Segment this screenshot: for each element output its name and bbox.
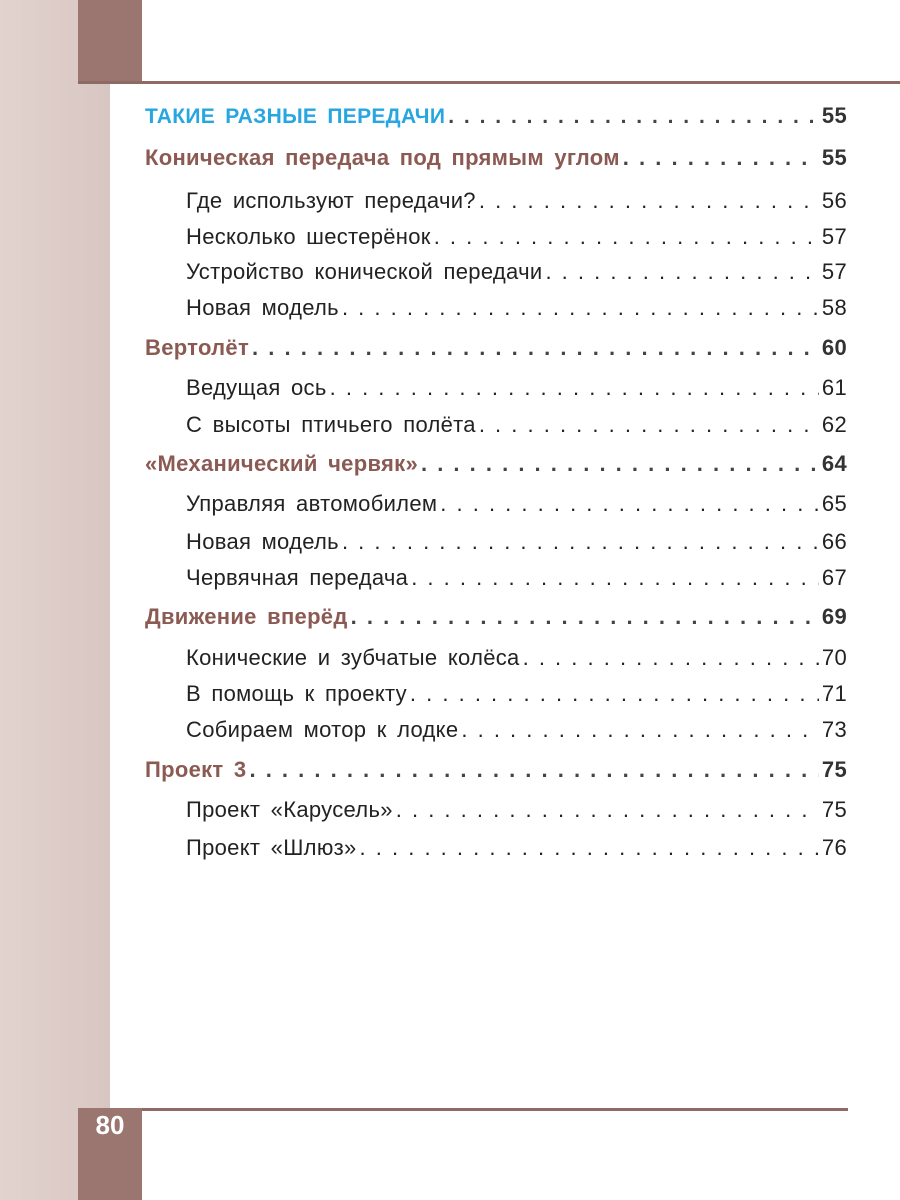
footer-rule bbox=[78, 1108, 848, 1111]
dot-leader bbox=[523, 645, 819, 671]
toc-entry-label: Новая модель bbox=[186, 529, 339, 554]
toc-entry-page: 73 bbox=[821, 717, 847, 742]
toc-entry-sub bbox=[186, 529, 847, 555]
dot-leader bbox=[410, 681, 819, 707]
toc-entry-sub bbox=[186, 375, 847, 401]
toc-entry-page: 69 bbox=[821, 604, 847, 629]
toc-entry-sub bbox=[186, 412, 847, 438]
toc-entry-sub bbox=[186, 797, 847, 823]
toc-entry-sub bbox=[186, 565, 847, 591]
header-area bbox=[142, 0, 900, 82]
toc-entry-main bbox=[145, 451, 847, 477]
dot-leader bbox=[411, 565, 819, 591]
toc-entry-title bbox=[145, 103, 847, 129]
header-rule bbox=[78, 81, 900, 84]
toc-entry-label: Ведущая ось bbox=[186, 375, 327, 400]
toc-entry-sub bbox=[186, 295, 847, 321]
dot-leader bbox=[360, 835, 819, 861]
toc-entry-label: Проект «Шлюз» bbox=[186, 835, 357, 860]
toc-entry-sub bbox=[186, 717, 847, 743]
dot-leader bbox=[342, 295, 819, 321]
toc-entry-page: 57 bbox=[821, 224, 847, 249]
toc-entry-page: 65 bbox=[821, 491, 847, 516]
toc-entry-page: 62 bbox=[821, 412, 847, 437]
toc-entry-label: Новая модель bbox=[186, 295, 339, 320]
toc-entry-label: С высоты птичьего полёта bbox=[186, 412, 476, 437]
dot-leader bbox=[448, 105, 819, 129]
toc-entry-sub bbox=[186, 835, 847, 861]
toc-entry-main bbox=[145, 757, 847, 783]
toc-entry-page: 58 bbox=[821, 295, 847, 320]
toc-entry-sub bbox=[186, 681, 847, 707]
toc-entry-label: Червячная передача bbox=[186, 565, 409, 590]
toc-entry-page: 70 bbox=[821, 645, 847, 670]
dot-leader bbox=[421, 451, 819, 477]
toc-entry-label: Проект 3 bbox=[145, 757, 247, 782]
toc-entry-label: «Механический червяк» bbox=[145, 451, 418, 476]
dot-leader bbox=[249, 757, 818, 783]
toc-entry-label: В помощь к проекту bbox=[186, 681, 407, 706]
toc-entry-label: Движение вперёд bbox=[145, 604, 348, 629]
toc-entry-page: 76 bbox=[821, 835, 847, 860]
dot-leader bbox=[351, 604, 819, 630]
toc-entry-label: Коническая передача под прямым углом bbox=[145, 145, 620, 170]
toc-entry-label: Устройство конической передачи bbox=[186, 259, 543, 284]
toc-entry-label: Вертолёт bbox=[145, 335, 250, 360]
toc-entry-page: 56 bbox=[821, 188, 847, 213]
toc-entry-main bbox=[145, 335, 847, 361]
toc-entry-page: 71 bbox=[821, 681, 847, 706]
toc-entry-page: 66 bbox=[821, 529, 847, 554]
page-number: 80 bbox=[95, 1110, 125, 1140]
dot-leader bbox=[440, 491, 819, 517]
toc-entry-page: 75 bbox=[821, 797, 847, 822]
toc-entry-page: 55 bbox=[821, 103, 847, 128]
toc-entry-sub bbox=[186, 259, 847, 285]
dot-leader bbox=[342, 529, 819, 555]
page-margin-band bbox=[0, 0, 110, 1200]
toc-entry-page: 57 bbox=[821, 259, 847, 284]
toc-entry-sub bbox=[186, 645, 847, 671]
dot-leader bbox=[545, 259, 818, 285]
dot-leader bbox=[252, 335, 819, 361]
toc-entry-page: 75 bbox=[821, 757, 847, 782]
toc-entry-page: 61 bbox=[821, 375, 847, 400]
dot-leader bbox=[330, 375, 819, 401]
toc-entry-label: Проект «Карусель» bbox=[186, 797, 393, 822]
toc-entry-page: 67 bbox=[821, 565, 847, 590]
toc-entry-label: Собираем мотор к лодке bbox=[186, 717, 459, 742]
toc-entry-sub bbox=[186, 224, 847, 250]
toc-entry-label: ТАКИЕ РАЗНЫЕ ПЕРЕДАЧИ bbox=[145, 105, 446, 128]
dot-leader bbox=[479, 188, 819, 214]
toc-entry-label: Несколько шестерёнок bbox=[186, 224, 431, 249]
toc-entry-main bbox=[145, 145, 847, 171]
dot-leader bbox=[434, 224, 819, 250]
toc-entry-label: Управляя автомобилем bbox=[186, 491, 438, 516]
toc-entry-label: Где используют передачи? bbox=[186, 188, 476, 213]
toc-entry-main bbox=[145, 604, 847, 630]
toc-entry-page: 55 bbox=[821, 145, 847, 170]
toc-entry-label: Конические и зубчатые колёса bbox=[186, 645, 520, 670]
toc-entry-sub bbox=[186, 491, 847, 517]
dot-leader bbox=[479, 412, 819, 438]
dot-leader bbox=[461, 717, 819, 743]
dot-leader bbox=[623, 145, 819, 171]
dot-leader bbox=[396, 797, 819, 823]
top-corner-block bbox=[78, 0, 142, 82]
toc-entry-sub bbox=[186, 188, 847, 214]
toc-entry-page: 64 bbox=[821, 451, 847, 476]
toc-entry-page: 60 bbox=[821, 335, 847, 360]
